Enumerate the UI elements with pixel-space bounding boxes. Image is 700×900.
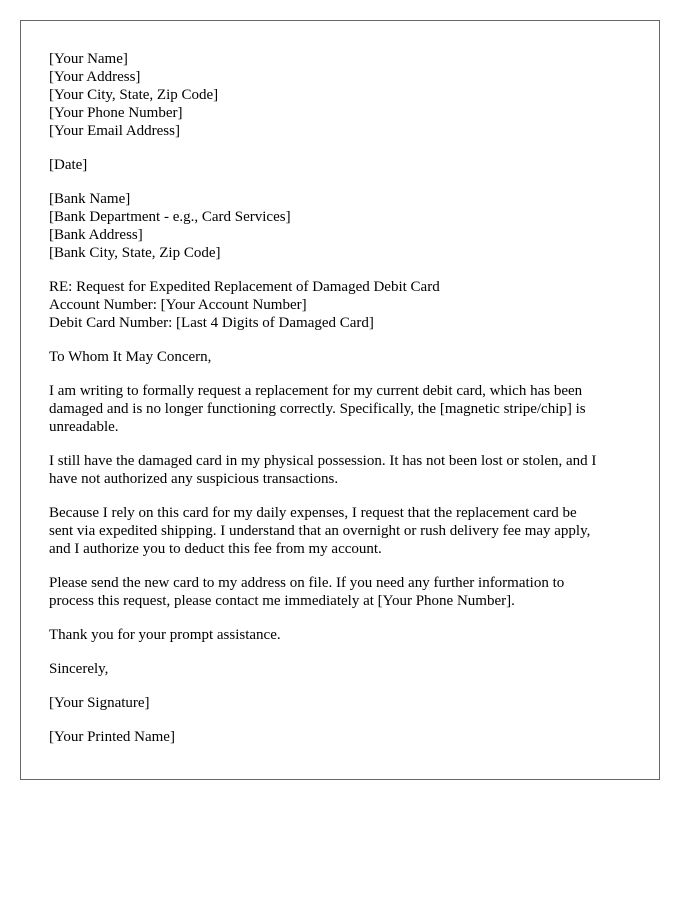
paragraph-3 bbox=[49, 504, 639, 558]
paragraph-line: and I authorize you to deduct this fee from my account. bbox=[49, 541, 382, 557]
printed-name-block bbox=[49, 728, 639, 746]
card-number-line: Debit Card Number: [Last 4 Digits of Damaged Card] bbox=[49, 315, 374, 331]
paragraph-1 bbox=[49, 382, 639, 436]
recipient-city-state-zip: [Bank City, State, Zip Code] bbox=[49, 245, 221, 261]
recipient-block bbox=[49, 190, 639, 262]
letter-body bbox=[49, 50, 639, 762]
reference-block bbox=[49, 278, 639, 332]
paragraph-line: I still have the damaged card in my physical possession. It has not been lost or stolen, and I bbox=[49, 453, 597, 469]
paragraph-line: I am writing to formally request a replacement for my current debit card, which has been bbox=[49, 383, 583, 399]
salutation-text: To Whom It May Concern, bbox=[49, 349, 212, 365]
paragraph-line: sent via expedited shipping. I understand that an overnight or rush delivery fee may apply, bbox=[49, 523, 591, 539]
recipient-department: [Bank Department - e.g., Card Services] bbox=[49, 209, 291, 225]
sender-phone: [Your Phone Number] bbox=[49, 105, 183, 121]
recipient-address: [Bank Address] bbox=[49, 227, 143, 243]
paragraph-line: process this request, please contact me immediately at [Your Phone Number]. bbox=[49, 593, 515, 609]
signature-placeholder: [Your Signature] bbox=[49, 695, 150, 711]
sender-block bbox=[49, 50, 639, 140]
subject-line: RE: Request for Expedited Replacement of Damaged Debit Card bbox=[49, 279, 440, 295]
sender-city-state-zip: [Your City, State, Zip Code] bbox=[49, 87, 219, 103]
salutation bbox=[49, 348, 639, 366]
paragraph-4 bbox=[49, 574, 639, 610]
sender-address: [Your Address] bbox=[49, 69, 141, 85]
recipient-bank-name: [Bank Name] bbox=[49, 191, 131, 207]
paragraph-line: Please send the new card to my address on file. If you need any further information to bbox=[49, 575, 565, 591]
paragraph-line: have not authorized any suspicious transactions. bbox=[49, 471, 339, 487]
paragraph-line: Thank you for your prompt assistance. bbox=[49, 627, 281, 643]
paragraph-line: unreadable. bbox=[49, 419, 119, 435]
paragraph-2 bbox=[49, 452, 639, 488]
printed-name: [Your Printed Name] bbox=[49, 729, 175, 745]
sender-name: [Your Name] bbox=[49, 51, 128, 67]
signature-block bbox=[49, 694, 639, 712]
sender-email: [Your Email Address] bbox=[49, 123, 180, 139]
letter-page bbox=[20, 20, 660, 780]
paragraph-line: damaged and is no longer functioning correctly. Specifically, the [magnetic stripe/chip] is bbox=[49, 401, 586, 417]
letter-date: [Date] bbox=[49, 157, 88, 173]
paragraph-5 bbox=[49, 626, 639, 644]
closing-block bbox=[49, 660, 639, 678]
paragraph-line: Because I rely on this card for my daily expenses, I request that the replacement card be bbox=[49, 505, 577, 521]
account-number-line: Account Number: [Your Account Number] bbox=[49, 297, 307, 313]
closing-text: Sincerely, bbox=[49, 661, 109, 677]
date-block bbox=[49, 156, 639, 174]
